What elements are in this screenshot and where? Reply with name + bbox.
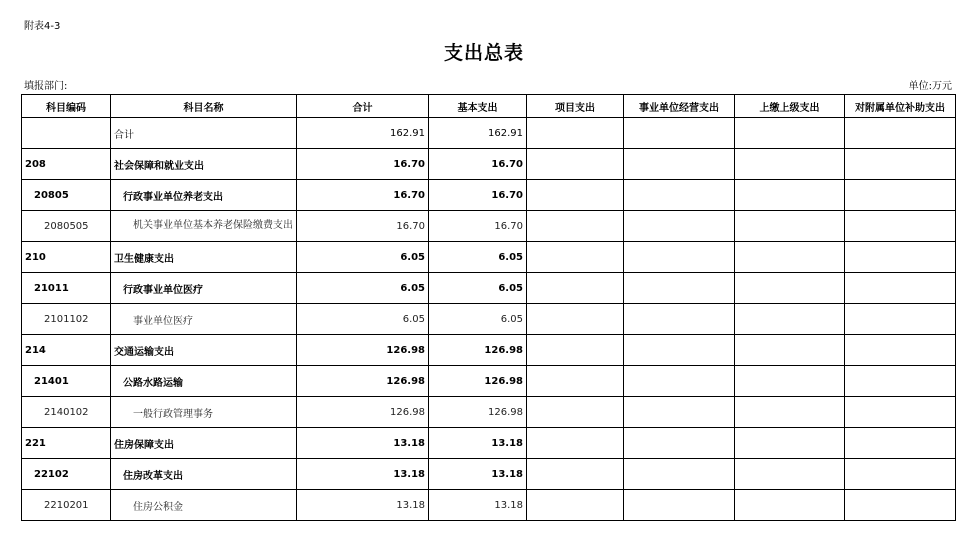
business-cell — [624, 180, 735, 211]
basic-cell: 162.91 — [429, 118, 527, 149]
subsidy-cell — [845, 335, 956, 366]
code-cell: 21401 — [22, 366, 111, 397]
column-header: 科目编码 — [22, 95, 111, 118]
subsidy-cell — [845, 211, 956, 242]
name-cell: 住房公积金 — [111, 490, 297, 521]
department-label: 填报部门: — [24, 81, 68, 92]
table-row — [22, 335, 956, 366]
total-cell: 6.05 — [297, 242, 429, 273]
table-row — [22, 149, 956, 180]
upper-cell — [735, 490, 845, 521]
table-row — [22, 180, 956, 211]
business-cell — [624, 304, 735, 335]
upper-cell — [735, 459, 845, 490]
upper-cell — [735, 273, 845, 304]
unit-label: 单位:万元 — [908, 81, 952, 92]
code-cell: 22102 — [22, 459, 111, 490]
column-header: 基本支出 — [429, 95, 527, 118]
total-cell: 13.18 — [297, 428, 429, 459]
name-cell: 社会保障和就业支出 — [111, 149, 297, 180]
upper-cell — [735, 304, 845, 335]
basic-cell: 13.18 — [429, 428, 527, 459]
subsidy-cell — [845, 180, 956, 211]
column-header: 上缴上级支出 — [735, 95, 845, 118]
upper-cell — [735, 180, 845, 211]
name-cell: 一般行政管理事务 — [111, 397, 297, 428]
project-cell — [527, 490, 624, 521]
basic-cell: 13.18 — [429, 459, 527, 490]
business-cell — [624, 366, 735, 397]
code-cell: 20805 — [22, 180, 111, 211]
code-cell: 210 — [22, 242, 111, 273]
code-cell: 2080505 — [22, 211, 111, 242]
basic-cell: 126.98 — [429, 335, 527, 366]
project-cell — [527, 118, 624, 149]
name-cell: 事业单位医疗 — [111, 304, 297, 335]
table-row — [22, 242, 956, 273]
upper-cell — [735, 211, 845, 242]
subsidy-cell — [845, 428, 956, 459]
column-header: 项目支出 — [527, 95, 624, 118]
project-cell — [527, 211, 624, 242]
attachment-label: 附表4-3 — [24, 21, 61, 32]
basic-cell: 6.05 — [429, 242, 527, 273]
total-cell: 162.91 — [297, 118, 429, 149]
table-row — [22, 428, 956, 459]
total-cell: 126.98 — [297, 335, 429, 366]
project-cell — [527, 242, 624, 273]
basic-cell: 126.98 — [429, 366, 527, 397]
basic-cell: 13.18 — [429, 490, 527, 521]
name-cell: 交通运输支出 — [111, 335, 297, 366]
basic-cell: 16.70 — [429, 180, 527, 211]
project-cell — [527, 273, 624, 304]
subsidy-cell — [845, 366, 956, 397]
code-cell: 21011 — [22, 273, 111, 304]
upper-cell — [735, 366, 845, 397]
upper-cell — [735, 242, 845, 273]
business-cell — [624, 459, 735, 490]
business-cell — [624, 273, 735, 304]
upper-cell — [735, 118, 845, 149]
project-cell — [527, 304, 624, 335]
column-header: 科目名称 — [111, 95, 297, 118]
business-cell — [624, 149, 735, 180]
project-cell — [527, 366, 624, 397]
total-cell: 13.18 — [297, 490, 429, 521]
upper-cell — [735, 397, 845, 428]
total-cell: 126.98 — [297, 397, 429, 428]
table-header-row — [22, 95, 956, 118]
table-row — [22, 118, 956, 149]
name-cell: 公路水路运输 — [111, 366, 297, 397]
name-cell: 机关事业单位基本养老保险缴费支出 — [111, 211, 297, 242]
business-cell — [624, 211, 735, 242]
expenditure-table — [21, 94, 956, 521]
code-cell: 2210201 — [22, 490, 111, 521]
basic-cell: 6.05 — [429, 304, 527, 335]
name-cell: 合计 — [111, 118, 297, 149]
name-cell: 住房改革支出 — [111, 459, 297, 490]
name-cell: 住房保障支出 — [111, 428, 297, 459]
code-cell — [22, 118, 111, 149]
business-cell — [624, 335, 735, 366]
project-cell — [527, 180, 624, 211]
subsidy-cell — [845, 490, 956, 521]
basic-cell: 16.70 — [429, 149, 527, 180]
code-cell: 214 — [22, 335, 111, 366]
total-cell: 6.05 — [297, 304, 429, 335]
column-header: 对附属单位补助支出 — [845, 95, 956, 118]
page-title: 支出总表 — [443, 42, 524, 64]
project-cell — [527, 459, 624, 490]
name-cell: 卫生健康支出 — [111, 242, 297, 273]
subsidy-cell — [845, 397, 956, 428]
basic-cell: 6.05 — [429, 273, 527, 304]
business-cell — [624, 118, 735, 149]
table-row — [22, 304, 956, 335]
table-row — [22, 490, 956, 521]
total-cell: 16.70 — [297, 180, 429, 211]
total-cell: 6.05 — [297, 273, 429, 304]
table-row — [22, 273, 956, 304]
code-cell: 221 — [22, 428, 111, 459]
name-cell: 行政事业单位养老支出 — [111, 180, 297, 211]
total-cell: 16.70 — [297, 211, 429, 242]
upper-cell — [735, 149, 845, 180]
project-cell — [527, 335, 624, 366]
project-cell — [527, 428, 624, 459]
code-cell: 2101102 — [22, 304, 111, 335]
code-cell: 208 — [22, 149, 111, 180]
table-row — [22, 366, 956, 397]
total-cell: 126.98 — [297, 366, 429, 397]
business-cell — [624, 242, 735, 273]
code-cell: 2140102 — [22, 397, 111, 428]
subsidy-cell — [845, 273, 956, 304]
project-cell — [527, 397, 624, 428]
subsidy-cell — [845, 242, 956, 273]
total-cell: 13.18 — [297, 459, 429, 490]
basic-cell: 126.98 — [429, 397, 527, 428]
table-row — [22, 211, 956, 242]
business-cell — [624, 490, 735, 521]
table-row — [22, 397, 956, 428]
basic-cell: 16.70 — [429, 211, 527, 242]
total-cell: 16.70 — [297, 149, 429, 180]
column-header: 事业单位经营支出 — [624, 95, 735, 118]
subsidy-cell — [845, 304, 956, 335]
upper-cell — [735, 428, 845, 459]
business-cell — [624, 397, 735, 428]
business-cell — [624, 428, 735, 459]
column-header: 合计 — [297, 95, 429, 118]
subsidy-cell — [845, 118, 956, 149]
table-row — [22, 459, 956, 490]
project-cell — [527, 149, 624, 180]
subsidy-cell — [845, 149, 956, 180]
upper-cell — [735, 335, 845, 366]
name-cell: 行政事业单位医疗 — [111, 273, 297, 304]
subsidy-cell — [845, 459, 956, 490]
